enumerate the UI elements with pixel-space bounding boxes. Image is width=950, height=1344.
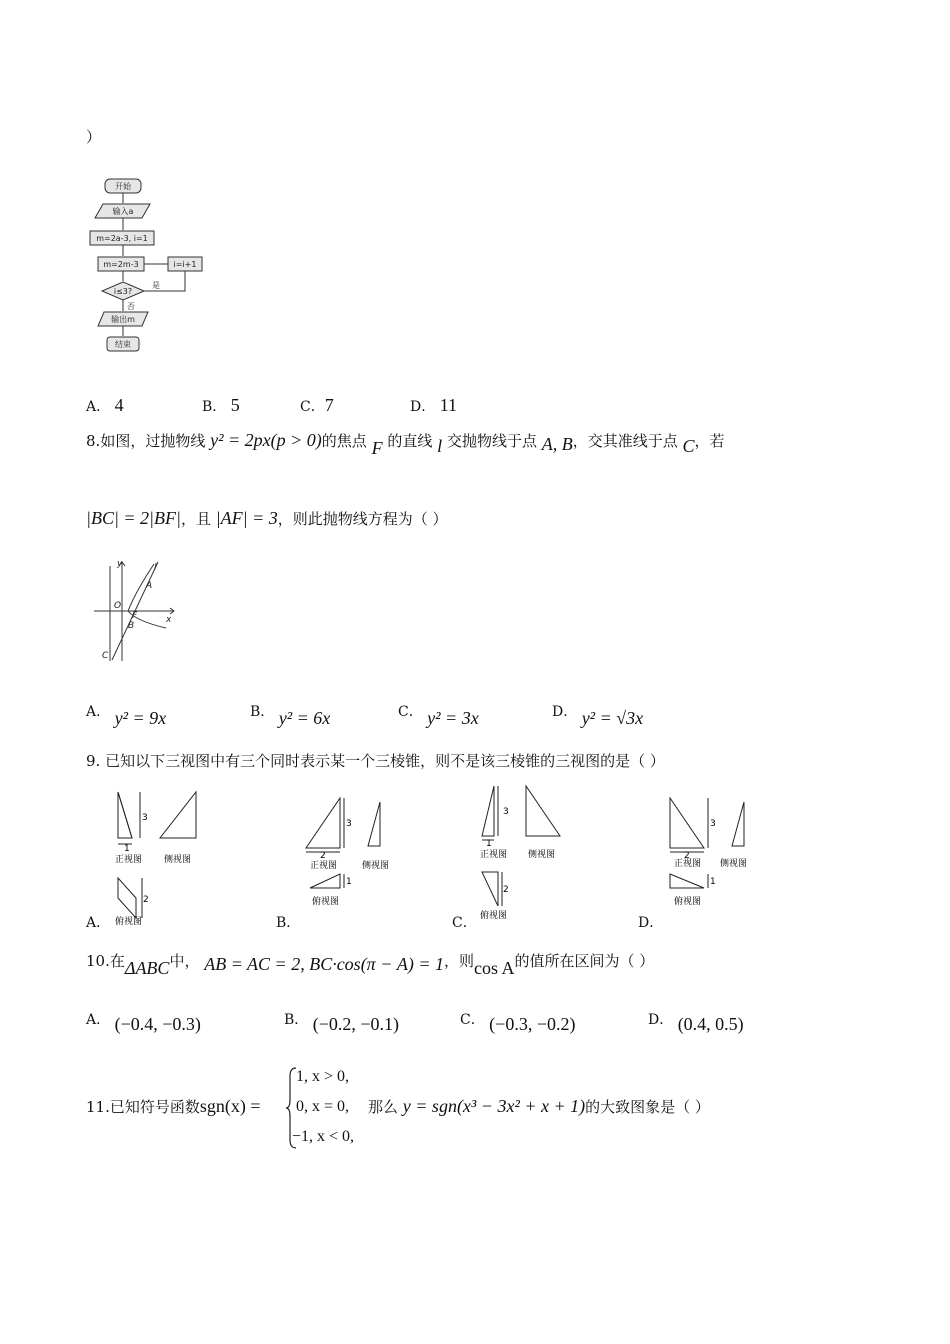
q9-views-a — [110, 790, 220, 930]
q9-views-b — [300, 790, 410, 915]
svg-text:3: 3 — [503, 807, 509, 817]
svg-text:侧视图: 侧视图 — [528, 850, 556, 860]
q9-option-a[interactable]: A． — [86, 915, 111, 931]
flow-update-m: m=2m-3 — [103, 260, 139, 269]
fig-x-label: x — [166, 615, 172, 625]
stray-paren: ） — [86, 128, 102, 146]
flow-yes: 是 — [152, 281, 160, 290]
svg-text:正视图: 正视图 — [674, 859, 702, 869]
fig-c-label: C — [102, 651, 109, 661]
flow-update-i: i=i+1 — [173, 260, 197, 269]
svg-text:1: 1 — [486, 839, 492, 849]
q7-flowchart — [80, 172, 210, 357]
svg-text:侧视图: 侧视图 — [164, 855, 192, 865]
svg-text:1: 1 — [346, 877, 352, 887]
flow-end: 结束 — [115, 340, 131, 349]
flow-input: 输入a — [112, 207, 134, 216]
q8-stem-line2: |BC| = 2|BF|，且 |AF| = 3，则此抛物线方程为（ ） — [86, 508, 448, 528]
svg-text:2: 2 — [143, 895, 149, 905]
q8-parabola-figure — [86, 556, 186, 666]
q8-option-d[interactable]: D． y² = √3x — [552, 704, 644, 728]
q11-case-1: 1, x > 0, — [296, 1068, 350, 1085]
svg-text:2: 2 — [503, 885, 509, 895]
q10-option-c[interactable]: C． (−0.3, −0.2) — [460, 1012, 576, 1034]
q10-stem: 10.在ΔABC中， AB = AC = 2, BC·cos(π − A) = 1，则cos A的值所在区间为（ ） — [86, 952, 655, 978]
q7-option-c[interactable]: C．7 — [300, 395, 334, 415]
q11-case-2: 0, x = 0, — [296, 1098, 350, 1115]
svg-text:正视图: 正视图 — [310, 861, 338, 871]
svg-text:1: 1 — [710, 877, 716, 887]
svg-text:俯视图: 俯视图 — [480, 911, 508, 921]
fig-l-label: l — [154, 563, 157, 573]
q9-stem: 9. 已知以下三视图中有三个同时表示某一个三棱锥，则不是该三棱锥的三视图的是（ ） — [86, 752, 665, 770]
q10-option-a[interactable]: A． (−0.4, −0.3) — [86, 1012, 201, 1034]
fig-a-label: A — [146, 581, 153, 591]
q10-option-d[interactable]: D． (0.4, 0.5) — [648, 1012, 744, 1034]
svg-text:3: 3 — [710, 819, 716, 829]
q9-option-d[interactable]: D． — [638, 915, 664, 931]
flow-decision: i≤3? — [113, 287, 133, 296]
q9-option-c[interactable]: C． — [452, 915, 477, 931]
flow-start: 开始 — [115, 182, 131, 191]
fig-f-label: F — [132, 611, 138, 621]
svg-text:正视图: 正视图 — [480, 850, 508, 860]
q7-option-d[interactable]: D． 11 — [410, 395, 458, 415]
flow-init: m=2a-3, i=1 — [96, 234, 148, 243]
q8-option-b[interactable]: B． y² = 6x — [250, 704, 331, 728]
svg-text:俯视图: 俯视图 — [115, 917, 143, 927]
svg-text:侧视图: 侧视图 — [720, 859, 748, 869]
q7-option-a[interactable]: A． 4 — [86, 395, 124, 415]
fig-o-label: O — [114, 601, 122, 611]
q8-stem-line1: 8.如图，过抛物线 y² = 2px(p > 0)的焦点 F 的直线 l 交抛物线于点 A, B，交其准线于点 C，若 — [86, 430, 725, 458]
svg-text:俯视图: 俯视图 — [674, 897, 702, 907]
q11-stem-start: 11.已知符号函数sgn(x) = — [86, 1096, 261, 1116]
svg-text:正视图: 正视图 — [115, 855, 143, 865]
q7-option-b[interactable]: B． 5 — [202, 395, 240, 415]
q11-stem-end: 那么 y = sgn(x³ − 3x² + x + 1)的大致图象是（ ） — [368, 1096, 710, 1116]
svg-text:侧视图: 侧视图 — [362, 861, 390, 871]
q9-views-c — [476, 780, 586, 925]
q8-option-c[interactable]: C． y² = 3x — [398, 704, 479, 728]
q10-option-b[interactable]: B． (−0.2, −0.1) — [284, 1012, 400, 1034]
svg-text:1: 1 — [124, 844, 130, 854]
svg-text:3: 3 — [346, 819, 352, 829]
fig-b-label: B — [128, 621, 135, 631]
flow-output: 输出m — [111, 315, 135, 324]
q8-option-a[interactable]: A． y² = 9x — [86, 704, 167, 728]
svg-text:俯视图: 俯视图 — [312, 897, 340, 907]
q9-option-b[interactable]: B． — [276, 915, 301, 931]
svg-text:3: 3 — [142, 813, 148, 823]
svg-text:2: 2 — [320, 851, 326, 861]
svg-text:2: 2 — [684, 851, 690, 861]
flow-no: 否 — [127, 302, 135, 311]
q11-case-3: −1, x < 0, — [292, 1128, 355, 1145]
fig-y-label: y — [117, 559, 123, 569]
q9-views-d — [664, 790, 774, 915]
